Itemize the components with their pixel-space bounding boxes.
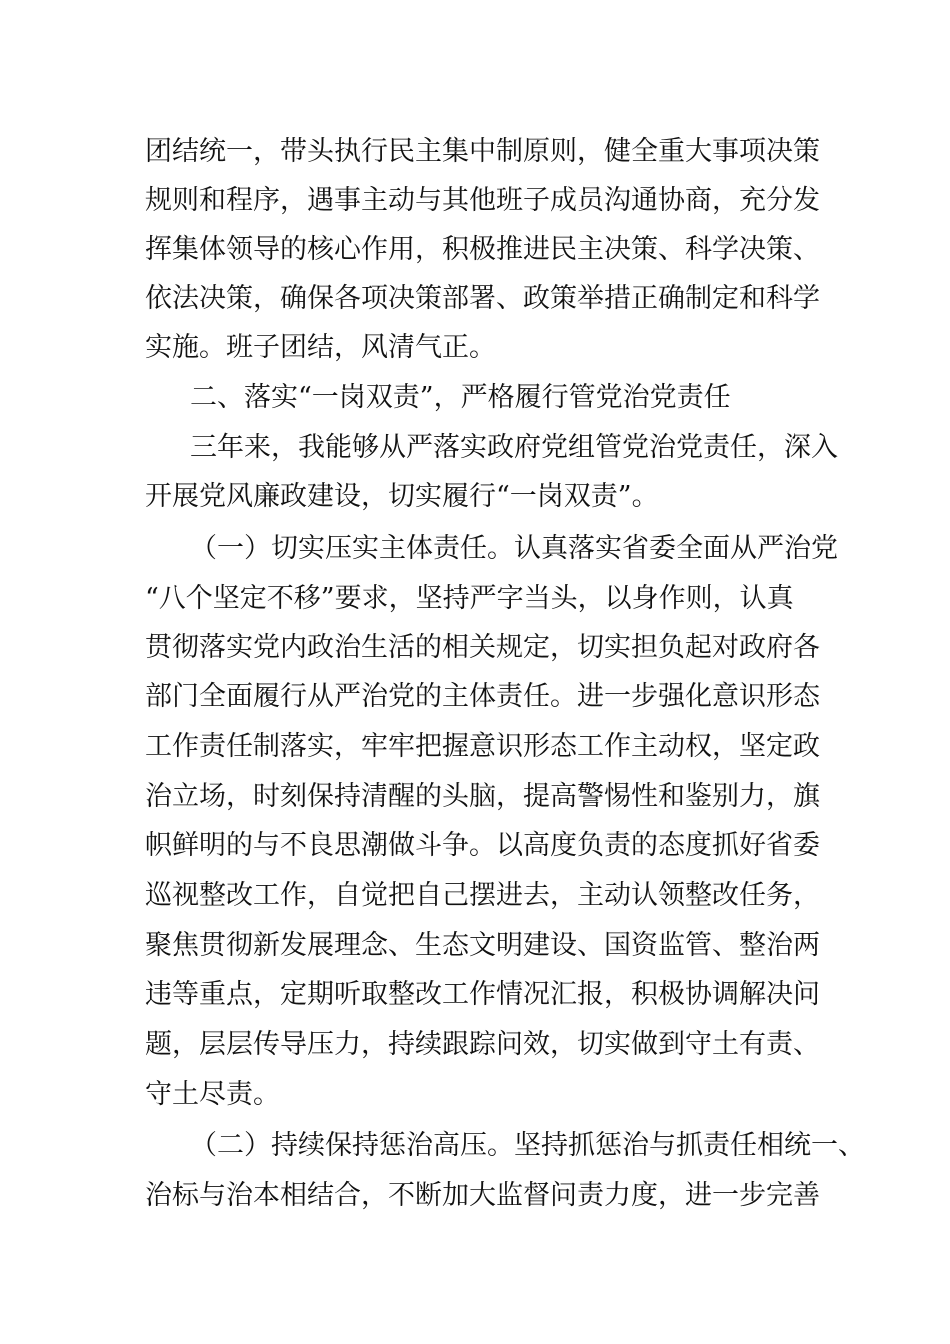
- text-line: 团结统一，带头执行民主集中制原则，健全重大事项决策: [145, 136, 820, 167]
- text-line: 巡视整改工作，自觉把自己摆进去，主动认领整改任务，: [145, 880, 820, 911]
- text-line: 守土尽责。: [145, 1079, 280, 1110]
- text-line: 部门全面履行从严治党的主体责任。进一步强化意识形态: [145, 681, 820, 712]
- text-line: 贯彻落实党内政治生活的相关规定，切实担负起对政府各: [145, 632, 820, 663]
- text-line: （二）持续保持惩治高压。坚持抓惩治与抓责任相统一、: [190, 1130, 865, 1161]
- text-line: 工作责任制落实，牢牢把握意识形态工作主动权，坚定政: [145, 731, 820, 762]
- text-line: 三年来，我能够从严落实政府党组管党治党责任，深入: [190, 432, 838, 463]
- text-line: 违等重点，定期听取整改工作情况汇报，积极协调解决问: [145, 979, 820, 1010]
- text-line: 治立场，时刻保持清醒的头脑，提高警惕性和鉴别力，旗: [145, 781, 820, 812]
- text-line: 规则和程序，遇事主动与其他班子成员沟通协商，充分发: [145, 185, 820, 216]
- text-line: 题，层层传导压力，持续跟踪问效，切实做到守土有责、: [145, 1029, 820, 1060]
- text-line: 帜鲜明的与不良思潮做斗争。以高度负责的态度抓好省委: [145, 830, 820, 861]
- text-line: 治标与治本相结合，不断加大监督问责力度，进一步完善: [145, 1180, 820, 1211]
- text-line: 聚焦贯彻新发展理念、生态文明建设、国资监管、整治两: [145, 930, 820, 961]
- text-line: “八个坚定不移”要求，坚持严字当头，以身作则，认真: [145, 583, 794, 614]
- text-line: 挥集体领导的核心作用，积极推进民主决策、科学决策、: [145, 234, 820, 265]
- text-line: 实施。班子团结，风清气正。: [145, 332, 496, 363]
- text-line: 依法决策，确保各项决策部署、政策举措正确制定和科学: [145, 283, 820, 314]
- section-heading: 二、落实“一岗双责”，严格履行管党治党责任: [190, 382, 731, 413]
- text-line: 开展党风廉政建设，切实履行“一岗双责”。: [145, 481, 659, 512]
- text-line: （一）切实压实主体责任。认真落实省委全面从严治党: [190, 533, 838, 564]
